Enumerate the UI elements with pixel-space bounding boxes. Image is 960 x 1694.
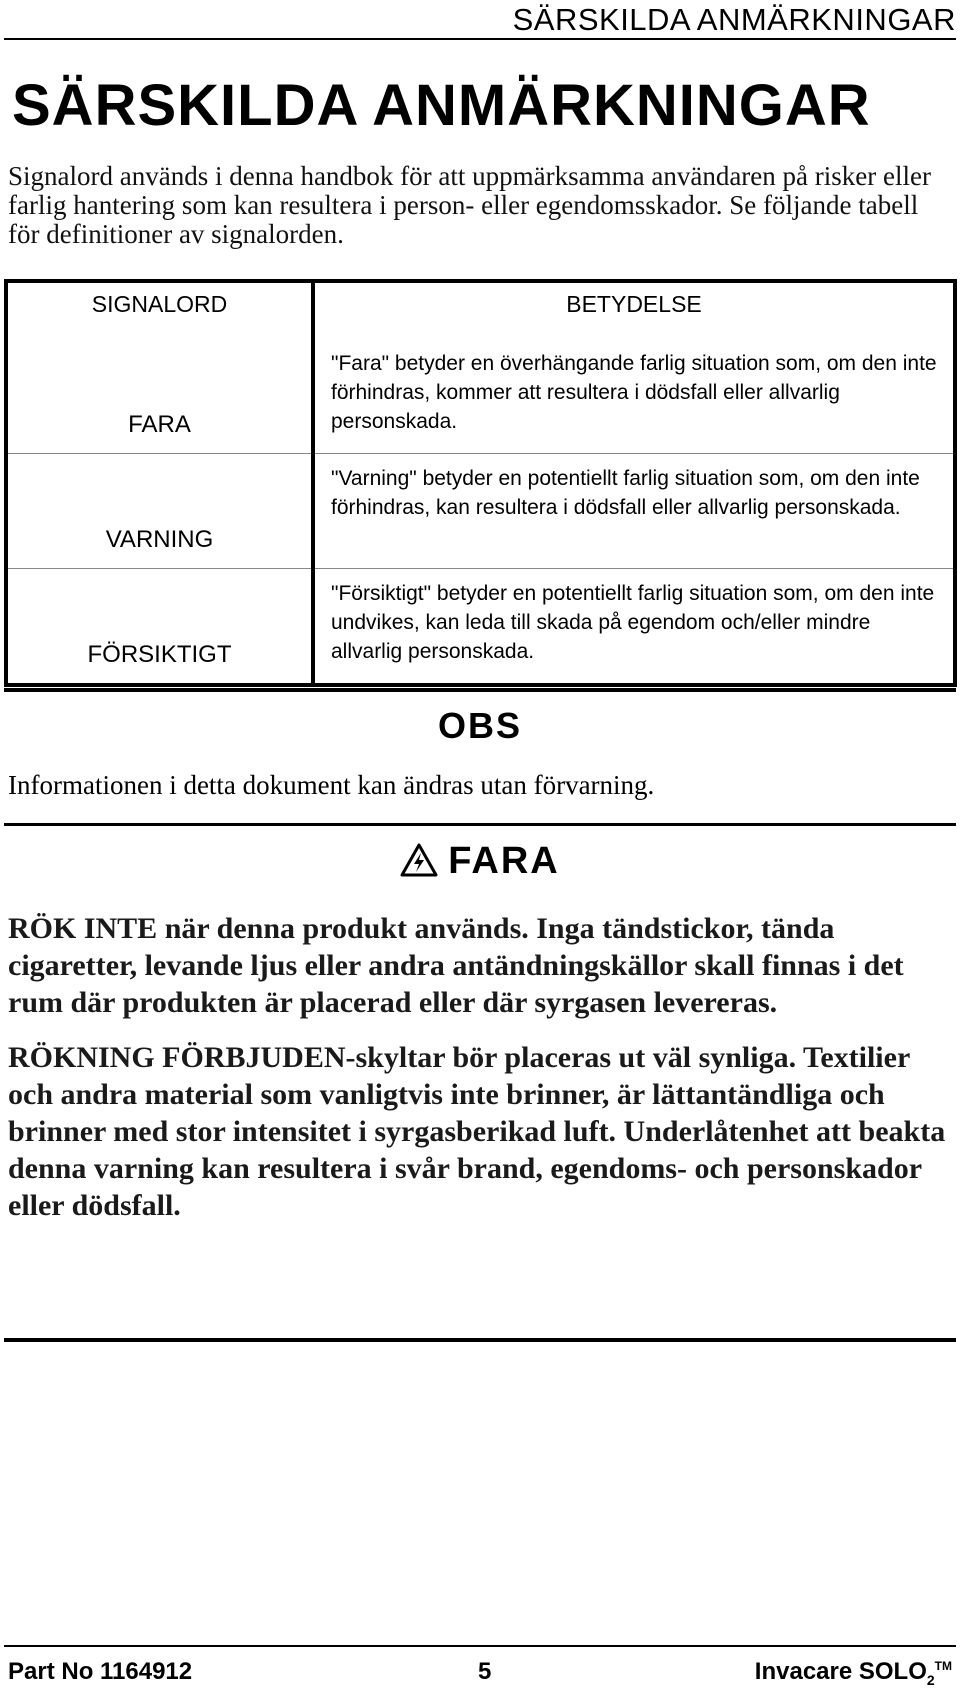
table-row xyxy=(6,339,955,454)
footer-product-name: Invacare SOLO xyxy=(754,1658,927,1685)
notice-text: Informationen i detta dokument kan ändras utan förvarning. xyxy=(8,770,655,800)
danger-heading xyxy=(0,840,960,883)
warning-triangle-icon xyxy=(400,843,438,877)
footer-product-subscript: 2 xyxy=(926,1671,935,1688)
notice-top-rule xyxy=(4,688,956,692)
signal-word-forsiktigt: FÖRSIKTIGT xyxy=(6,569,313,686)
footer-trademark: TM xyxy=(934,1659,952,1673)
footer xyxy=(8,1658,952,1688)
table-row xyxy=(6,454,955,569)
intro-paragraph: Signalord används i denna handbok för att uppmärksamma användaren på risker eller farlig hantering som kan resultera i person- eller egendomsskador. Se följande tabell för definitioner av signalorden. xyxy=(8,161,931,249)
danger-paragraph: RÖK INTE när denna produkt används. Inga tändstickor, tända cigaretter, levande ljus eller andra antändningskällor skall finnas i det rum där produkten är placerad eller där syrgasen levereras. xyxy=(8,912,904,1019)
page-title: SÄRSKILDA ANMÄRKNINGAR xyxy=(12,73,871,138)
danger-bottom-rule xyxy=(4,1338,956,1342)
footer-part-number: Part No 1164912 xyxy=(8,1658,193,1685)
meaning-fara: "Fara" betyder en överhängande farlig situation som, om den inte förhindras, kommer att resultera i dödsfall eller allvarlig personskada. xyxy=(331,352,937,433)
table-row xyxy=(6,569,955,686)
danger-top-rule xyxy=(4,823,956,826)
header-rule xyxy=(4,38,956,40)
footer-product xyxy=(755,1658,952,1688)
running-header-title: SÄRSKILDA ANMÄRKNINGAR xyxy=(512,2,956,37)
signal-word-fara: FARA xyxy=(6,339,313,454)
notice-title: OBS xyxy=(437,705,522,746)
table-header-meaning: BETYDELSE xyxy=(566,290,702,317)
danger-body xyxy=(8,910,953,1242)
danger-paragraph: RÖKNING FÖRBJUDEN-skyltar bör placeras ut väl synliga. Textilier och andra material som vanligtvis inte brinner, är lättantändliga och brinner med stor intensitet i syrgasberikad luft. Underlåtenhet att beakta denna varning kan resultera i svår brand, egendoms- och personskador eller dödsfall. xyxy=(8,1041,946,1222)
signal-word-varning: VARNING xyxy=(6,454,313,569)
table-header-signal-word: SIGNALORD xyxy=(6,281,313,325)
meaning-forsiktigt: "Försiktigt" betyder en potentiellt farlig situation som, om den inte undvikes, kan leda till skada på egendom och/eller mindre allvarlig personskada. xyxy=(313,569,955,686)
footer-page-number: 5 xyxy=(478,1658,492,1685)
meaning-varning: "Varning" betyder en potentiellt farlig situation som, om den inte förhindras, kan resultera i dödsfall eller allvarlig personskada. xyxy=(313,454,955,569)
footer-rule xyxy=(4,1645,956,1647)
signal-word-table xyxy=(4,279,957,687)
danger-title: FARA xyxy=(448,840,560,882)
